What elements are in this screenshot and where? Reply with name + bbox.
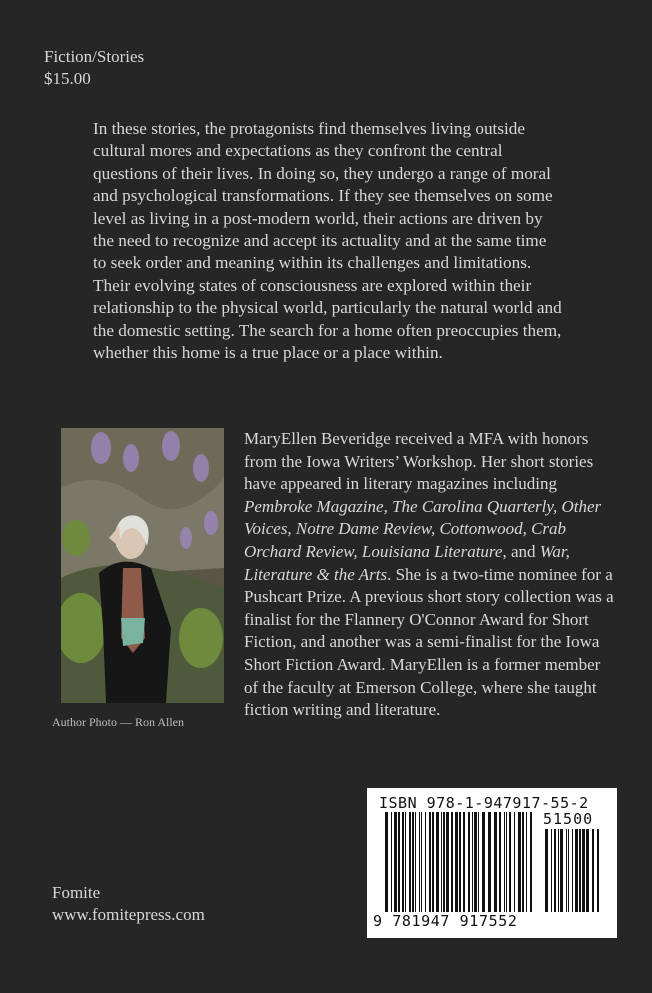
barcode-bar <box>509 812 511 912</box>
barcode-bar <box>415 812 416 912</box>
category-label: Fiction/Stories <box>44 47 145 66</box>
barcode-bar <box>391 812 392 912</box>
genre-price-block <box>44 46 144 90</box>
barcode-bar <box>421 812 422 912</box>
bio-text-1: MaryEllen Beveridge received a MFA with honors from the Iowa Writers’ Workshop. Her short stories have appeared in literary magazines including <box>244 429 594 494</box>
barcode-bar <box>441 812 442 912</box>
publisher-name: Fomite <box>52 883 101 902</box>
barcode-bar <box>518 812 521 912</box>
barcode-bar <box>494 812 497 912</box>
barcode-bar <box>443 812 445 912</box>
bio-magazine-last: War, Literature & the Arts <box>244 541 570 584</box>
publisher-url: www.fomitepress.com <box>52 905 205 924</box>
barcode-bar <box>398 812 400 912</box>
barcode-bar <box>551 829 552 912</box>
barcode-bar <box>412 812 414 912</box>
barcode-bar <box>405 812 406 912</box>
isbn-label: ISBN 978-1-947917-55-2 <box>379 794 589 812</box>
barcode-bar <box>560 829 563 912</box>
author-bio <box>244 428 616 722</box>
ean-bars <box>385 812 535 912</box>
barcode-bar <box>568 829 569 912</box>
publisher-block <box>52 882 205 926</box>
barcode-bar <box>526 812 527 912</box>
barcode-bar <box>472 812 473 912</box>
barcode-bar <box>482 812 485 912</box>
barcode-bar <box>478 812 479 912</box>
price-code-label: 51500 <box>543 810 594 828</box>
barcode-bar <box>385 812 388 912</box>
barcode-bar <box>554 829 556 912</box>
price-label: $15.00 <box>44 69 91 88</box>
barcode-bar <box>506 812 507 912</box>
photo-caption: Author Photo — Ron Allen <box>52 715 185 729</box>
ean-number: 9 781947 917552 <box>373 912 518 930</box>
barcode-bar <box>394 812 397 912</box>
bio-text-2: , and <box>502 541 540 561</box>
barcode-bar <box>429 812 431 912</box>
barcode-bar <box>558 829 559 912</box>
barcode-bar <box>545 829 548 912</box>
isbn-barcode <box>367 788 617 938</box>
barcode-bar <box>402 812 404 912</box>
barcode-bar <box>436 812 439 912</box>
barcode-bar <box>504 812 505 912</box>
barcode-bar <box>572 829 573 912</box>
barcode-bar <box>419 812 420 912</box>
barcode-bar <box>575 829 578 912</box>
book-description: In these stories, the protagonists find themselves living outside cultural mores and expectations as they confront the central questions of their lives. In doing so, they undergo a range of moral and psychological transformations. If they see themselves on some level as living in a post-modern world, their actions are driven by the need to recognize and accept its actuality and at the same time to seek order and meaning within its challenges and limitations. Their evolving states of consciousness are explored within their relationship to the physical world, particularly the natural world and the domestic setting. The search for a home often preoccupies them, whether this home is a true place or a place within. <box>93 119 562 363</box>
barcode-bar <box>514 812 515 912</box>
barcode-bar <box>451 812 453 912</box>
bio-text-3: . She is a two-time nominee for a Pushcart Prize. A previous short story collection was a finalist for the Flannery O'Connor Award for Short Fiction, and another was a semi-finalist for the Iowa Short Fiction Award. MaryEllen is a former member of the faculty at Emerson College, where she taught fiction writing and literature. <box>244 564 614 720</box>
barcode-bar <box>586 829 589 912</box>
barcode-bar <box>499 812 501 912</box>
barcode-bar <box>592 829 594 912</box>
price-addon-bars <box>545 829 601 912</box>
barcode-bar <box>468 812 470 912</box>
barcode-bar <box>522 812 524 912</box>
author-photo <box>61 428 224 703</box>
barcode-bar <box>432 812 434 912</box>
barcode-bar <box>455 812 458 912</box>
barcode-bar <box>425 812 426 912</box>
barcode-bar <box>459 812 461 912</box>
author-photo-illustration <box>61 428 224 703</box>
barcode-bar <box>409 812 411 912</box>
barcode-bar <box>566 829 567 912</box>
barcode-bar <box>488 812 491 912</box>
barcode-bar <box>463 812 465 912</box>
barcode-bar <box>474 812 477 912</box>
barcode-bar <box>597 829 599 912</box>
barcode-bar <box>582 829 585 912</box>
bio-magazines: Pembroke Magazine, The Carolina Quarterly, Other Voices, Notre Dame Review, Cottonwood, Crab Orchard Review, Louisiana Literature <box>244 496 602 561</box>
barcode-bar <box>579 829 581 912</box>
barcode-bar <box>530 812 532 912</box>
barcode-bar <box>446 812 449 912</box>
